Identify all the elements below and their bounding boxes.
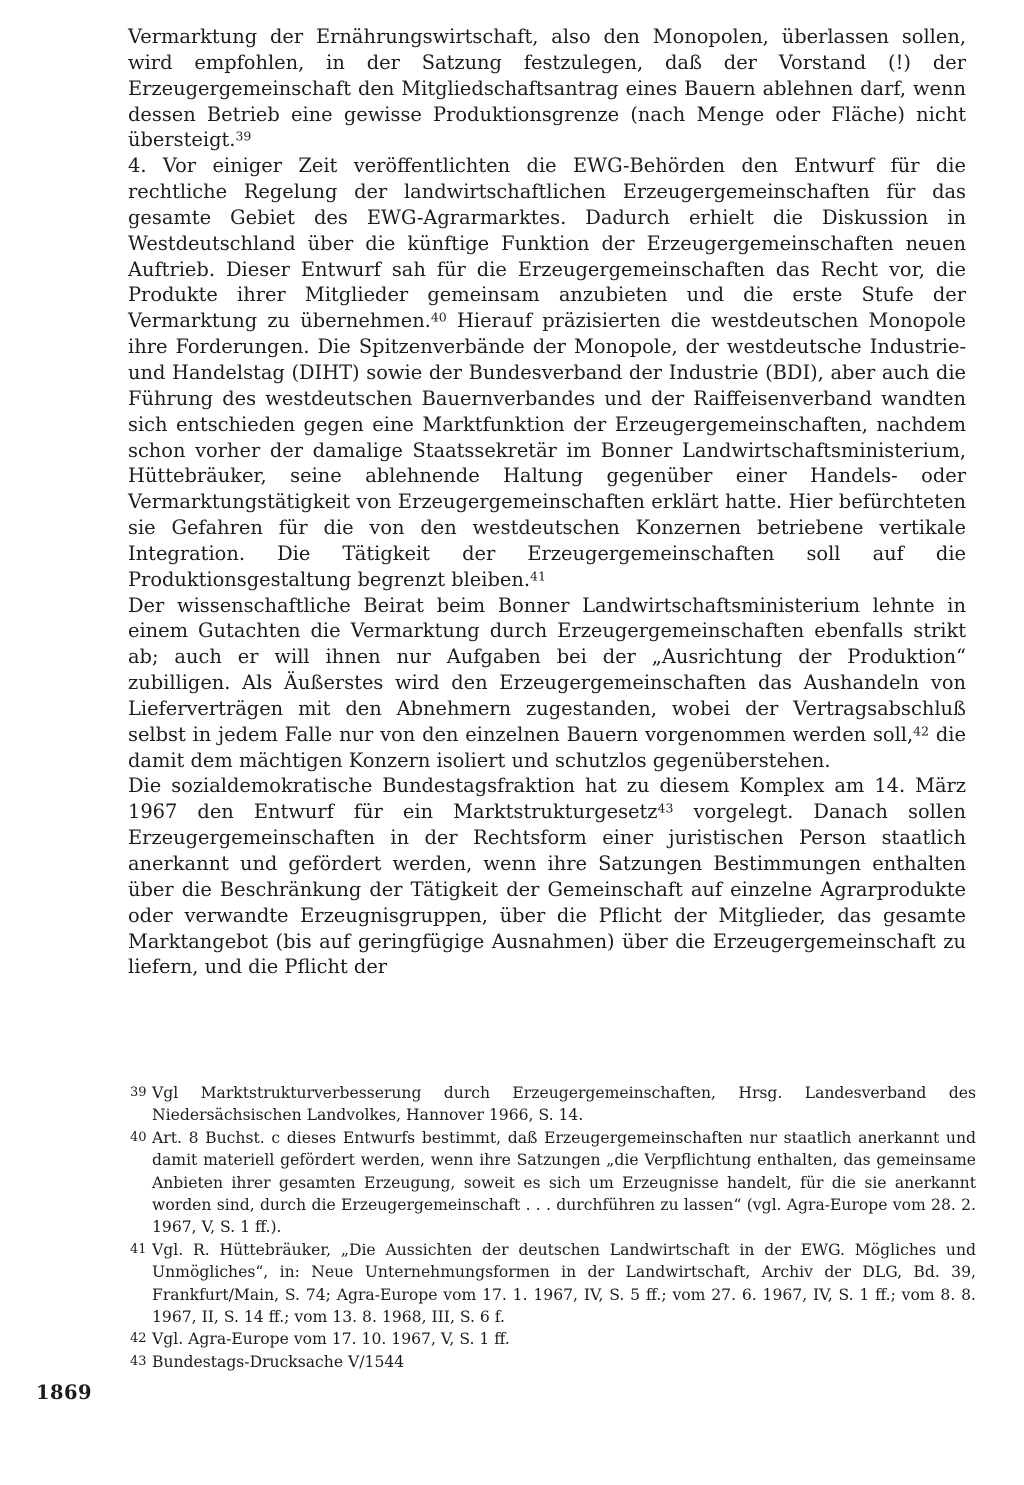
footnote-43 [128,1351,976,1373]
footnote-text: Art. 8 Buchst. c dieses Entwurfs bestimmt, daß Erzeugergemeinschaften nur staatlich anerkannt und damit materiell gefördert werden, wenn ihre Satzungen „die Verpflichtung enthalten, das gemeinsame Anbieten ihrer gesamten Erzeugung, soweit es sich um Erzeugnisse handelt, für die sie anerkannt worden sind, durch die Erzeugergemeinschaft . . . durchführen zu lassen“ (vgl. Agra-Europe vom 28. 2. 1967, V, S. 1 ff.). [152,1128,976,1237]
paragraph-text-continued: die damit dem mächtigen Konzern isoliert und schutzlos gegenüberstehen. [128,722,966,772]
paragraph-3 [128,593,966,774]
paragraph-2 [128,153,966,592]
footnote-text: Vgl. Agra-Europe vom 17. 10. 1967, V, S. 1 ff. [152,1330,510,1349]
footnote-text: Bundestags-Drucksache V/1544 [152,1352,405,1371]
footnote-number: 39 [130,1085,147,1100]
footnote-42 [128,1328,976,1350]
footnote-40 [128,1127,976,1239]
paragraph-text-continued: vorgelegt. Danach sollen Erzeugergemeinschaften in der Rechtsform einer juristischen Person staatlich anerkannt und gefördert werden, wenn ihre Satzungen Bestimmungen enthalten über die Beschränkung der Tätigkeit der Gemeinschaft auf einzelne Agrarprodukte oder verwandte Erzeugnisgruppen, über die Pflicht der Mitglieder, das gesamte Marktangebot (bis auf geringfügige Ausnahmen) über die Erzeugergemeinschaft zu liefern, und die Pflicht der [128,800,966,979]
footnote-41 [128,1239,976,1329]
footnote-number: 42 [130,1331,147,1347]
footnote-ref-40[interactable]: 40 [430,309,447,325]
footnotes [128,1082,976,1373]
paragraph-text: Der wissenschaftliche Beirat beim Bonner Landwirtschaftsministerium lehnte in einem Gutachten die Vermarktung durch Erzeugergemeinschaften ebenfalls strikt ab; auch er will ihnen nur Aufgaben bei der „Ausrichtung der Produktion“ zubilligen. Als Äußerstes wird den Erzeugergemeinschaften das Aushandeln von Lieferverträgen mit den Abnehmern zugestanden, wobei der Vertragsabschluß selbst in jedem Falle nur von den einzelnen Bauern vorgenommen werden soll, [128,593,966,746]
paragraph-text: 4. Vor einiger Zeit veröffentlichten die EWG-Behörden den Entwurf für die rechtliche Regelung der landwirtschaftlichen Erzeugergemeinschaften für das gesamte Gebiet des EWG-Agrarmarktes. Dadurch erhielt die Diskussion in Westdeutschland über die künftige Funktion der Erzeugergemeinschaften neuen Auftrieb. Dieser Entwurf sah für die Erzeugergemeinschaften das Recht vor, die Produkte ihrer Mitglieder gemeinsam anzubieten und die erste Stufe der Vermarktung zu übernehmen. [128,154,966,333]
paragraph-4 [128,773,966,980]
main-text [128,24,966,980]
footnote-39 [128,1082,976,1127]
footnote-ref-43[interactable]: 43 [657,800,674,816]
footnote-number: 43 [130,1353,147,1369]
footnote-ref-39[interactable]: 39 [235,128,252,144]
paragraph-text: Vermarktung der Ernährungswirtschaft, also den Monopolen, überlassen sollen, wird empfohlen, in der Satzung festzulegen, daß der Vorstand (!) der Erzeugergemeinschaft den Mitgliedschaftsantrag eines Bauern ablehnen darf, wenn dessen Betrieb eine gewisse Produktionsgrenze (nach Menge oder Fläche) nicht übersteigt. [128,25,966,152]
footnote-number: 40 [130,1129,147,1145]
paragraph-text-continued: Hierauf präzisierten die westdeutschen Monopole ihre Forderungen. Die Spitzenverbände der Monopole, der westdeutsche Industrie- und Handelstag (DIHT) sowie der Bundesverband der Industrie (BDI), aber auch die Führung des westdeutschen Bauernverbandes und der Raiffeisenverband wandten sich entschieden gegen eine Marktfunktion der Erzeugergemeinschaften, nachdem schon vorher der damalige Staatssekretär im Bonner Landwirtschaftsministerium, Hüttebräuker, seine ablehnende Haltung gegenüber einer Handels- oder Vermarktungstätigkeit von Erzeugergemeinschaften erklärt hatte. Hier befürchteten sie Gefahren für die von den westdeutschen Konzernen betriebene vertikale Integration. Die Tätigkeit der Erzeugergemeinschaften soll auf die Produktionsgestaltung begrenzt bleiben. [128,309,966,591]
footnote-text: Vgl. R. Hüttebräuker, „Die Aussichten der deutschen Landwirtschaft in der EWG. Mögliches und Unmögliches“, in: Neue Unternehmungsformen in der Landwirtschaft, Archiv der DLG, Bd. 39, Frankfurt/Main, S. 74; Agra-Europe vom 17. 1. 1967, IV, S. 5 ff.; vom 27. 6. 1967, IV, S. 1 ff.; vom 8. 8. 1967, II, S. 14 ff.; vom 13. 8. 1968, III, S. 6 f. [152,1240,976,1327]
page-number: 1869 [36,1381,92,1404]
paragraph-1 [128,24,966,153]
footnote-ref-41[interactable]: 41 [530,568,546,584]
paragraph-text: Die sozialdemokratische Bundestagsfraktion hat zu diesem Komplex am 14. März 1967 den Entwurf für ein Marktstrukturgesetz [128,774,966,824]
footnote-ref-42[interactable]: 42 [913,723,930,739]
footnote-text: Vgl Marktstrukturverbesserung durch Erzeugergemeinschaften, Hrsg. Landesverband des Niedersächsischen Landvolkes, Hannover 1966, S. 14. [152,1084,976,1125]
footnote-number: 41 [130,1241,147,1257]
